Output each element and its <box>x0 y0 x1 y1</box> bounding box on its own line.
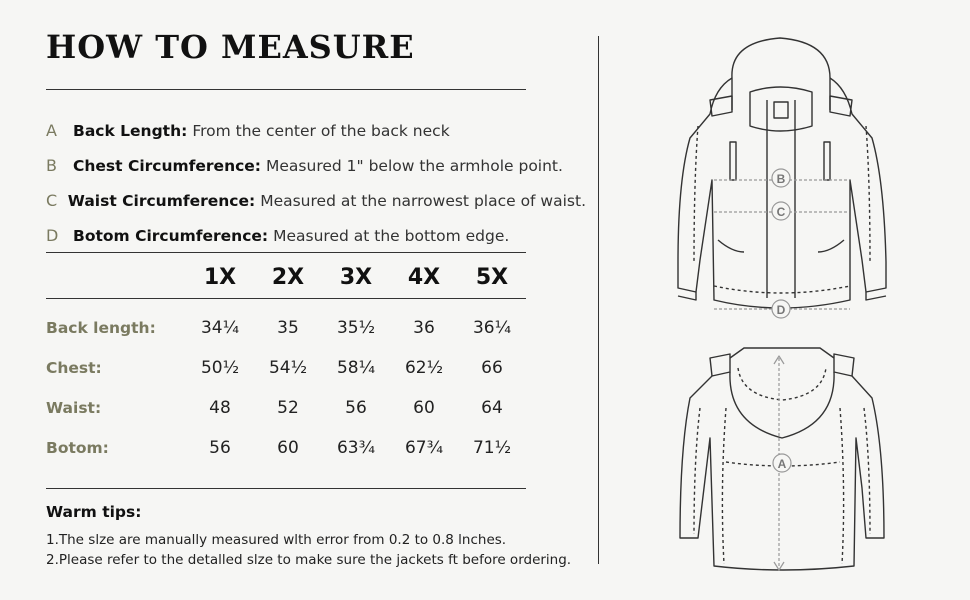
definition-letter: A <box>46 121 57 140</box>
size-header: 1X <box>203 264 237 290</box>
table-cell: 56 <box>345 398 367 418</box>
table-cell: 64 <box>481 398 503 418</box>
table-cell: 60 <box>277 438 299 458</box>
page-title: HOW TO MEASURE <box>46 28 415 66</box>
definition-term: Back Length: <box>73 121 188 140</box>
label-c: C <box>776 205 786 219</box>
label-b: B <box>776 172 786 186</box>
definition-c <box>46 183 586 218</box>
table-cell: 60 <box>413 398 435 418</box>
label-a: A <box>777 457 787 471</box>
table-cell: 56 <box>209 438 231 458</box>
table-cell: 48 <box>209 398 231 418</box>
tips-title: Warm tips: <box>46 503 142 521</box>
table-cell: 58¼ <box>336 358 376 378</box>
table-bottom-rule <box>46 488 526 489</box>
definition-b <box>46 148 586 183</box>
table-cell: 35 <box>277 318 299 338</box>
table-cell: 63¾ <box>336 438 376 458</box>
jacket-back-diagram <box>670 338 900 578</box>
row-label: Chest: <box>46 359 102 377</box>
definition-term: Botom Circumference: <box>73 226 269 245</box>
size-header: 3X <box>339 264 373 290</box>
definition-letter: C <box>46 191 58 210</box>
table-cell: 52 <box>277 398 299 418</box>
tip-2: 2.Please refer to the detalled slze to make sure the jackets ft before ordering. <box>46 552 572 568</box>
size-header: 5X <box>475 264 509 290</box>
row-label: Botom: <box>46 439 109 457</box>
size-header: 2X <box>271 264 305 290</box>
definition-desc: Measured at the bottom edge. <box>273 226 510 245</box>
row-label: Back length: <box>46 319 156 337</box>
definition-letter: B <box>46 156 57 175</box>
jacket-front-diagram <box>670 30 900 325</box>
definition-a <box>46 113 586 148</box>
table-cell: 36¼ <box>472 318 512 338</box>
table-row <box>46 428 526 468</box>
table-cell: 35½ <box>336 318 376 338</box>
definition-term: Chest Circumference: <box>73 156 262 175</box>
table-cell: 66 <box>481 358 503 378</box>
table-cell: 54½ <box>268 358 308 378</box>
definition-term: Waist Circumference: <box>67 191 256 210</box>
definition-letter: D <box>46 226 59 245</box>
header-blank <box>46 256 186 298</box>
definition-desc: From the center of the back neck <box>192 121 450 140</box>
spacer-cell <box>46 298 526 308</box>
table-row <box>46 348 526 388</box>
table-top-rule <box>46 252 526 253</box>
size-table <box>46 256 526 468</box>
table-cell: 62½ <box>404 358 444 378</box>
table-cell: 36 <box>413 318 435 338</box>
label-d: D <box>776 303 786 317</box>
table-row <box>46 388 526 428</box>
measurement-definitions <box>46 113 586 253</box>
vertical-divider <box>598 36 599 564</box>
row-label: Waist: <box>46 399 102 417</box>
definition-desc: Measured 1" below the armhole point. <box>266 156 563 175</box>
size-header-row <box>46 256 526 298</box>
table-row <box>46 308 526 348</box>
tip-1: 1.The slze are manually measured wlth error from 0.2 to 0.8 lnches. <box>46 532 507 548</box>
table-cell: 67¾ <box>404 438 444 458</box>
table-spacer <box>46 298 526 308</box>
definition-d <box>46 218 586 253</box>
table-cell: 50½ <box>200 358 240 378</box>
title-divider <box>46 89 526 90</box>
definition-desc: Measured at the narrowest place of waist. <box>260 191 586 210</box>
size-header: 4X <box>407 264 441 290</box>
table-cell: 71½ <box>472 438 512 458</box>
table-cell: 34¼ <box>200 318 240 338</box>
